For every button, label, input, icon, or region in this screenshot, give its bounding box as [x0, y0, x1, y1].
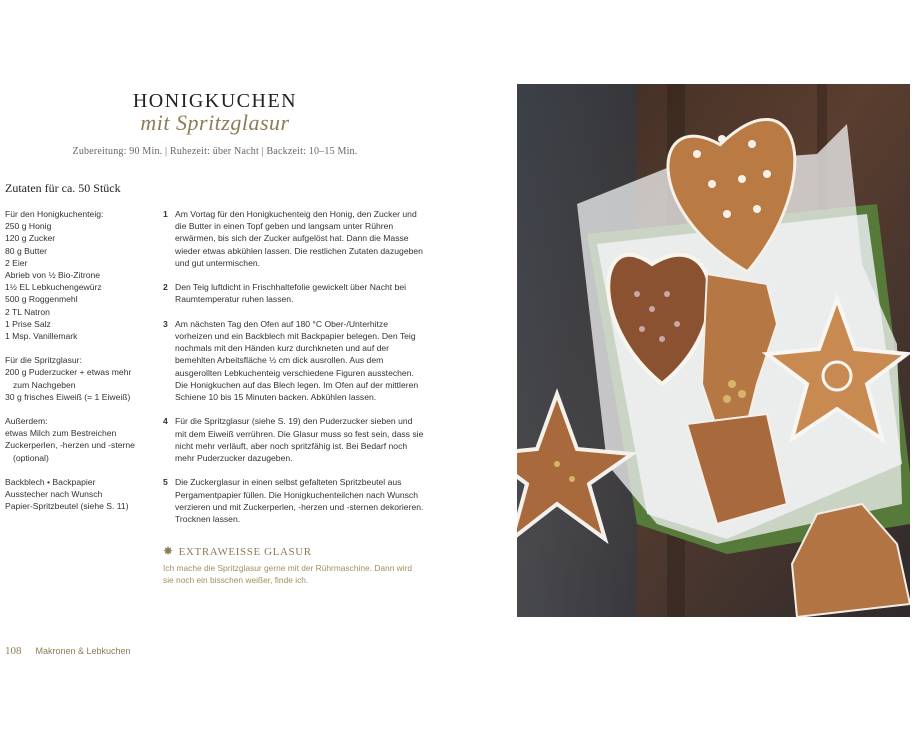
ingredients-heading: Zutaten für ca. 50 Stück [5, 181, 121, 195]
ingredient-line: 1 Msp. Vanillemark [5, 331, 78, 342]
ingredient-line: Abrieb von ½ Bio-Zitrone [5, 270, 101, 281]
asterisk-star-icon: ✸ [163, 544, 174, 558]
step-5 [163, 476, 425, 525]
ingredient-line: (optional) [13, 452, 49, 463]
page-footer [5, 645, 131, 657]
ingredient-line: 120 g Zucker [5, 233, 56, 244]
ingredient-line: 30 g frisches Eiweiß (= 1 Eiweiß) [5, 391, 131, 402]
ingredient-line: 2 TL Natron [5, 306, 50, 317]
recipe-times: Zubereitung: 90 Min. | Ruhezeit: über Nacht | Backzeit: 10–15 Min. [72, 146, 358, 157]
ingredient-line: etwas Milch zum Bestreichen [5, 428, 117, 439]
recipe-subtitle: mit Spritzglasur [140, 110, 290, 135]
spacer [5, 342, 155, 354]
tip-heading-text: EXTRAWEISSE GLASUR [178, 545, 312, 558]
ingredient-line: Ausstecher nach Wunsch [5, 489, 103, 500]
step-2 [163, 281, 425, 305]
spacer [5, 403, 155, 415]
section-name: Makronen & Lebkuchen [35, 646, 131, 656]
ingredient-line: zum Nachgeben [13, 379, 76, 390]
ingredient-line: Zuckerperlen, -herzen und -sterne [5, 440, 135, 451]
step-text: Die Zuckerglasur in einen selbst gefalteten Spritzbeutel aus Pergamentpapier füllen. Die Honigkuchenteilchen nach Wunsch verzieren und mit Zuckerperlen, -herzen und -sternen dekorieren. Trocknen lassen. [175, 477, 424, 525]
step-3 [163, 318, 425, 403]
gingerbread-photo [517, 84, 910, 617]
step-number: 5 [163, 477, 168, 488]
ingredient-line: Für die Spritzglasur: [5, 355, 82, 366]
step-number: 2 [163, 282, 168, 293]
ingredient-line: 1½ EL Lebkuchengewürz [5, 282, 102, 293]
ingredient-line: Für den Honigkuchenteig: [5, 209, 104, 219]
ingredient-line: Außerdem: [5, 416, 48, 427]
tip-heading [163, 544, 312, 559]
steps-list [163, 208, 425, 537]
ingredient-line: 250 g Honig [5, 221, 52, 232]
step-4 [163, 415, 425, 464]
ingredient-line: 200 g Puderzucker + etwas mehr [5, 367, 132, 378]
ingredients-list [5, 208, 155, 512]
step-number: 3 [163, 318, 168, 329]
gingerbread-illustration [517, 84, 910, 617]
page-number: 108 [5, 645, 22, 657]
spacer [5, 464, 155, 476]
step-number: 4 [163, 416, 168, 427]
step-text: Am Vortag für den Honigkuchenteig den Honig, den Zucker und die Butter in einen Topf geben und langsam unter Rühren erwärmen, bis sich der Zucker aufgelöst hat. Dann die Masse wieder etwas abkühlen lassen. Die restlichen Zutaten dazugeben und gut untermischen. [175, 209, 423, 268]
ingredient-line: 1 Prise Salz [5, 318, 51, 329]
step-text: Den Teig luftdicht in Frischhaltefolie gewickelt über Nacht bei Raumtemperatur ruhen lassen. [175, 282, 407, 305]
ingredient-line: Backblech • Backpapier [5, 476, 96, 487]
step-text: Für die Spritzglasur (siehe S. 19) den Puderzucker sieben und mit dem Eiweiß verrühren. Die Glasur muss so fest sein, dass sie nicht mehr verläuft, aber noch spritzfähig ist. Bei Bedarf noch mehr Puderzucker dazugeben. [175, 416, 424, 464]
ingredient-line: 500 g Roggenmehl [5, 294, 78, 305]
ingredient-line: Papier-Spritzbeutel (siehe S. 11) [5, 501, 129, 512]
ingredient-line: 80 g Butter [5, 245, 48, 256]
ingredient-line: 2 Eier [5, 257, 28, 268]
tip-text: Ich mache die Spritzglasur gerne mit der Rührmaschine. Dann wird sie noch ein bisschen weißer, finde ich. [163, 563, 413, 585]
step-1 [163, 208, 425, 269]
step-text: Am nächsten Tag den Ofen auf 180 °C Ober-/Unterhitze vorheizen und ein Backblech mit Backpapier belegen. Den Teig nochmals mit den Händen kurz durchkneten und auf der bemehlten Arbeitsfläche ½ cm dick ausrollen. Aus dem ausgerollten Lebkuchenteig verschiedene Figuren ausstechen. Die Honigkuchen auf das Blech legen. Im Ofen auf der mittleren Schiene 10 bis 15 Minuten backen. Abkühlen lassen. [175, 318, 419, 403]
recipe-title: HONIGKUCHEN [132, 90, 298, 112]
step-number: 1 [163, 209, 168, 219]
